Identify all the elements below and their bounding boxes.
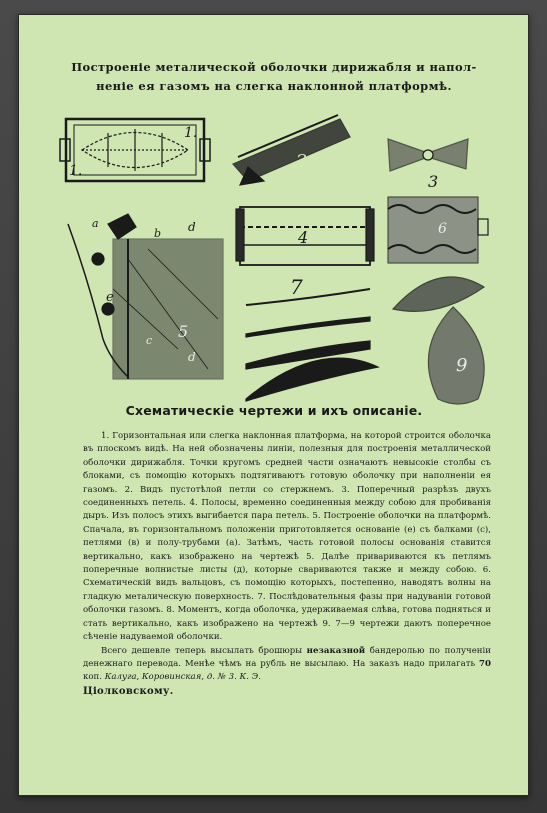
fig-label-3: 3 <box>428 172 439 191</box>
description-text <box>83 430 491 699</box>
fig-label-d-bottom: d <box>188 350 196 364</box>
page-heading <box>58 58 490 96</box>
order-text-3: коп. <box>83 672 105 683</box>
fig-label-d-top: d <box>188 220 196 234</box>
heading-line-2: неніе ея газомъ на слегка наклонной платформѣ. <box>96 79 452 93</box>
fig-label-c: c <box>146 334 153 347</box>
drawings-svg <box>58 109 490 409</box>
fig-label-6: 6 <box>438 221 447 237</box>
order-initials: К. Э. <box>236 672 261 683</box>
order-address: Калуга, Коровинская, д. № 3. <box>104 672 237 683</box>
order-text-2: бандеролью по полученіи денежнаго перевода. Менѣе чѣмъ на рубль не высылаю. На заказъ надо прилагать <box>83 645 491 669</box>
document-page <box>18 14 529 796</box>
fig-label-7: 7 <box>290 275 303 299</box>
fig-label-4: 4 <box>298 228 309 247</box>
description-paragraph: 1. Горизонтальная или слегка наклонная платформа, на которой строится оболочка въ плоскомъ видѣ. На ней обозначены линіи, полезныя для построенія металлической оболочки дирижабля. Точки кругомъ средней части означаютъ невысокіе столбы съ блоками, съ помощію которыхъ подтягиваютъ готовую оболочку при наполненіи ея газомъ. 2. Видъ пустотѣлой петли со стержнемъ. 3. Поперечный разрѣзъ двухъ соединенныхъ петель. 4. Полосы, временно соединенныя между собою для пробиванія дыръ. Изъ полосъ этихъ выгибается пара петель. 5. Построеніе оболочки на платформѣ. Спачала, въ горизонтальномъ положеніи приготовляется основаніе (е) съ балками (с), петлями (в) и полу-трубами (а). Затѣмъ, часть готовой полосы основанія ставится вертикально, какъ изображено на чертежѣ 5. Далѣе привариваются къ петлямъ поперечные волнистые листы (д), которые свариваются также и между собою. 6. Схематическій видъ вальцовъ, съ помощію которыхъ, постепенно, наводятъ волны на гладкую металическую поверхность. 7. Послѣдовательныя фазы при надуваніи готовой оболочки газомъ. 8. Моментъ, когда оболочка, удерживаемая слѣва, готова подняться и стать вертикально, какъ изображено на чертежѣ 9. 7—9 чертежи даютъ поперечное сѣченіе надуваемой оболочки. <box>83 431 491 643</box>
order-paragraph <box>83 645 491 700</box>
author-name: Ціолковскому. <box>83 685 174 697</box>
fig-label-9: 9 <box>456 355 468 376</box>
fig-label-1b: 1. <box>184 125 198 141</box>
figure-5-construction <box>68 214 223 379</box>
fig-label-e: e <box>106 290 114 305</box>
fig-label-a: a <box>92 217 99 230</box>
fig-label-1a: 1. <box>69 163 83 179</box>
heading-line-1: Построеніе металической оболочки дирижабля и напол- <box>71 60 477 74</box>
figure-3-cross-section <box>388 139 468 171</box>
schematic-drawings <box>58 109 490 409</box>
section-subtitle: Схематическіе чертежи и ихъ описаніе. <box>125 403 423 418</box>
figure-2-loop <box>233 115 350 185</box>
fig-label-2: 2 <box>296 151 308 172</box>
figure-8-moment <box>393 277 484 311</box>
order-text-1: Всего дешевле теперь высылать брошюры <box>101 645 307 656</box>
fig-label-5: 5 <box>178 322 189 341</box>
figure-7-inflation-phases <box>246 289 378 401</box>
order-bold-unregistered: незаказной <box>306 645 366 656</box>
order-price: 70 <box>479 658 491 669</box>
fig-label-b: b <box>154 227 162 240</box>
